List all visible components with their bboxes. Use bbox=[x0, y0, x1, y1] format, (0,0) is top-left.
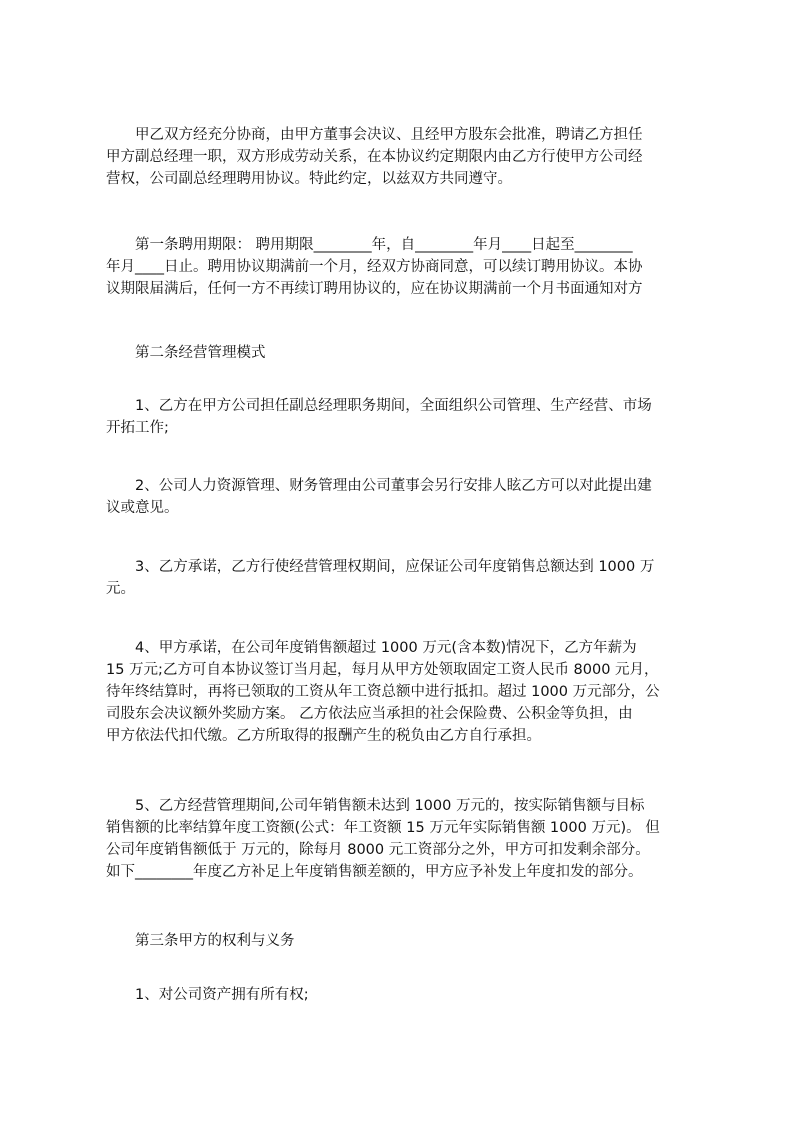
article2-item4 bbox=[106, 637, 704, 747]
text-line: 2、公司人力资源管理、财务管理由公司董事会另行安排人眩乙方可以对此提出建 bbox=[106, 478, 652, 494]
text-line: 如下________年度乙方补足上年度销售额差额的，甲方应予补发上年度扣发的部分。 bbox=[106, 864, 643, 880]
text-line: 元。 bbox=[106, 581, 135, 597]
text-line: 议期限届满后，任何一方不再续订聘用协议的，应在协议期满前一个月书面通知对方 bbox=[106, 281, 643, 297]
text-line: 甲方副总经理一职，双方形成劳动关系，在本协议约定期限内由乙方行使甲方公司经 bbox=[106, 149, 643, 165]
text-line: 第一条聘用期限： 聘用期限________年，自________年月____日起至________ bbox=[106, 237, 633, 253]
text-line: 1、对公司资产拥有所有权; bbox=[106, 987, 309, 1003]
text-line: 营权，公司副总经理聘用协议。特此约定，以兹双方共同遵守。 bbox=[106, 171, 512, 187]
text-line: 司股东会决议额外奖励方案。 乙方依法应当承担的社会保险费、公积金等负担，由 bbox=[106, 706, 633, 722]
text-line: 开拓工作; bbox=[106, 420, 169, 436]
text-line: 议或意见。 bbox=[106, 500, 179, 516]
text-line: 销售额的比率结算年度工资额(公式：年工资额 15 万元年实际销售额 1000 万元)。 但 bbox=[106, 820, 660, 836]
section-heading: 第二条经营管理模式 bbox=[106, 345, 266, 361]
text-line: 4、甲方承诺，在公司年度销售额超过 1000 万元(含本数)情况下，乙方年薪为 bbox=[106, 640, 637, 656]
article1-paragraph bbox=[106, 234, 704, 300]
text-line: 15 万元;乙方可自本协议签订当月起，每月从甲方处领取固定工资人民币 8000 元月， bbox=[106, 662, 659, 678]
text-line: 1、乙方在甲方公司担任副总经理职务期间，全面组织公司管理、生产经营、市场 bbox=[106, 398, 652, 414]
article2-heading bbox=[106, 342, 704, 364]
article2-item2 bbox=[106, 475, 704, 519]
article3-item1 bbox=[106, 984, 704, 1006]
text-line: 5、乙方经营管理期间,公司年销售额未达到 1000 万元的，按实际销售额与目标 bbox=[106, 798, 645, 814]
text-line: 3、乙方承诺，乙方行使经营管理权期间，应保证公司年度销售总额达到 1000 万 bbox=[106, 559, 655, 575]
section-heading: 第三条甲方的权利与义务 bbox=[106, 933, 295, 949]
text-line: 甲方依法代扣代缴。乙方所取得的报酬产生的税负由乙方自行承担。 bbox=[106, 728, 541, 744]
preamble-paragraph bbox=[106, 124, 704, 190]
text-line: 待年终结算时，再将已领取的工资从年工资总额中进行抵扣。超过 1000 万元部分，公 bbox=[106, 684, 660, 700]
text-line: 年月____日止。聘用协议期满前一个月，经双方协商同意，可以续订聘用协议。本协 bbox=[106, 259, 643, 275]
article3-heading bbox=[106, 930, 704, 952]
article2-item3 bbox=[106, 556, 704, 600]
text-line: 甲乙双方经充分协商，由甲方董事会决议、且经甲方股东会批准，聘请乙方担任 bbox=[106, 127, 643, 143]
text-line: 公司年度销售额低于 万元的，除每月 8000 元工资部分之外，甲方可扣发剩余部分。 bbox=[106, 842, 650, 858]
article2-item5 bbox=[106, 795, 704, 883]
article2-item1 bbox=[106, 395, 704, 439]
